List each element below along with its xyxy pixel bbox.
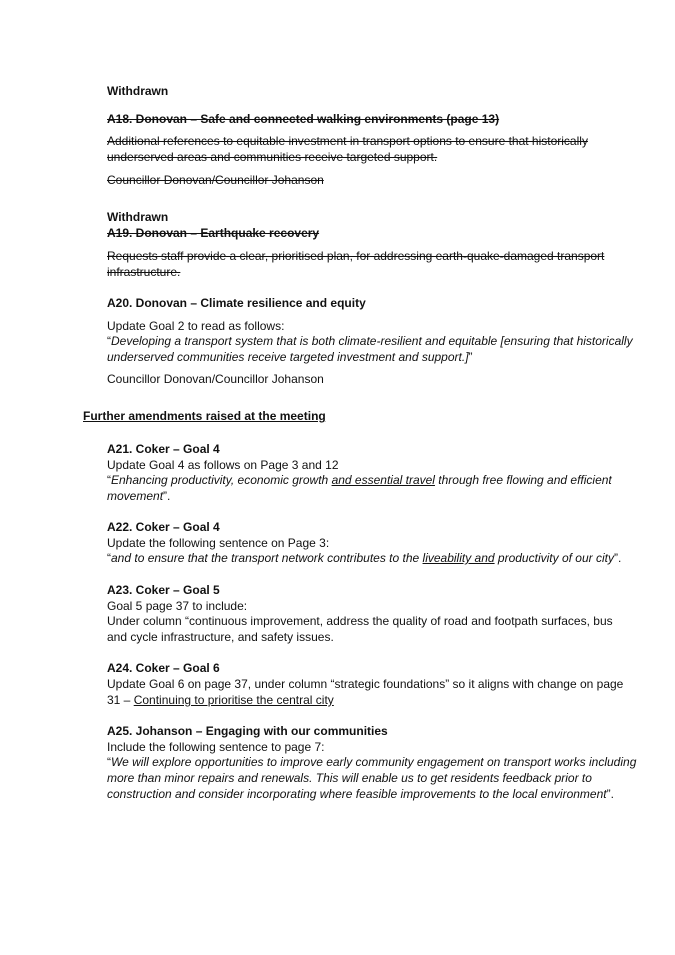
a21-quote xyxy=(107,472,637,504)
a24-body-line2-underlined: Continuing to prioritise the central city xyxy=(133,693,334,707)
a24-body-line2-pre: 31 – xyxy=(107,693,134,707)
a22-quote xyxy=(107,550,637,566)
a19-title: A19. Donovan – Earthquake recovery xyxy=(107,226,320,240)
a21-quote-underlined: and essential travel xyxy=(331,473,435,487)
a24-body-line1: Update Goal 6 on page 37, under column “strategic foundations” so it aligns with change on page xyxy=(107,677,624,691)
a23-body xyxy=(107,613,637,645)
a21-title: A21. Coker – Goal 4 xyxy=(107,442,220,456)
a18-status: Withdrawn xyxy=(107,84,169,98)
a25-title: A25. Johanson – Engaging with our communities xyxy=(107,724,388,738)
a21-quote-post: through free flowing and efficient xyxy=(434,473,612,487)
a19-status: Withdrawn xyxy=(107,210,169,224)
a21-quote-line2: movement xyxy=(107,489,164,503)
a18-body-line2: underserved areas and communities receive targeted support. xyxy=(107,150,438,164)
a20-quote-close: ” xyxy=(468,350,473,364)
a25-intro: Include the following sentence to page 7: xyxy=(107,740,325,754)
a20-quote-line1: Developing a transport system that is both climate-resilient and equitable [ensuring that historically xyxy=(111,334,633,348)
a22-quote-close: ”. xyxy=(613,551,622,565)
a22-quote-underlined: liveability and xyxy=(422,551,495,565)
a23-body-line2: and cycle infrastructure, and safety issues. xyxy=(107,630,334,644)
a25-quote xyxy=(107,754,637,802)
a18-title: A18. Donovan – Safe and connected walking environments (page 13) xyxy=(107,112,500,126)
a18-body-line1: Additional references to equitable investment in transport options to ensure that historically xyxy=(107,134,588,148)
a20-quote-open: “ xyxy=(107,334,111,348)
a23-title: A23. Coker – Goal 5 xyxy=(107,583,220,597)
a22-quote-post: productivity of our city xyxy=(494,551,614,565)
a20-intro: Update Goal 2 to read as follows: xyxy=(107,319,285,333)
a25-quote-line3: construction and consider incorporating where feasible improvements to the local environment xyxy=(107,787,607,801)
a21-quote-close: ”. xyxy=(163,489,171,503)
a24-body xyxy=(107,676,637,708)
a22-quote-open: “ xyxy=(107,551,111,565)
a22-intro: Update the following sentence on Page 3: xyxy=(107,536,330,550)
further-amendments-heading: Further amendments raised at the meeting xyxy=(83,409,326,423)
a18-movers: Councillor Donovan/Councillor Johanson xyxy=(107,173,324,187)
a18-body xyxy=(107,133,637,165)
a19-body xyxy=(107,248,637,280)
a21-intro: Update Goal 4 as follows on Page 3 and 12 xyxy=(107,458,339,472)
a21-quote-open: “ xyxy=(107,473,111,487)
a20-movers: Councillor Donovan/Councillor Johanson xyxy=(107,372,324,386)
a25-quote-close: ”. xyxy=(606,787,614,801)
a25-quote-open: “ xyxy=(107,755,111,769)
a20-title: A20. Donovan – Climate resilience and equity xyxy=(107,296,366,310)
a23-body-line1: Under column “continuous improvement, address the quality of road and footpath surfaces, bus xyxy=(107,614,613,628)
a21-quote-pre: Enhancing productivity, economic growth xyxy=(111,473,332,487)
a22-quote-pre: and to ensure that the transport network contributes to the xyxy=(111,551,423,565)
a19-body-line2: infrastructure. xyxy=(107,265,181,279)
a22-title: A22. Coker – Goal 4 xyxy=(107,520,220,534)
a25-quote-line2: more than minor repairs and renewals. This will enable us to get residents feedback prior to xyxy=(107,771,592,785)
a24-title: A24. Coker – Goal 6 xyxy=(107,661,220,675)
a20-quote-line2: underserved communities receive targeted investment and support.] xyxy=(107,350,469,364)
a19-body-line1: Requests staff provide a clear, prioritised plan, for addressing earth-quake-damaged transport xyxy=(107,249,605,263)
a25-quote-line1: We will explore opportunities to improve early community engagement on transport works including xyxy=(111,755,637,769)
a20-quote xyxy=(107,333,637,365)
a23-intro: Goal 5 page 37 to include: xyxy=(107,599,248,613)
